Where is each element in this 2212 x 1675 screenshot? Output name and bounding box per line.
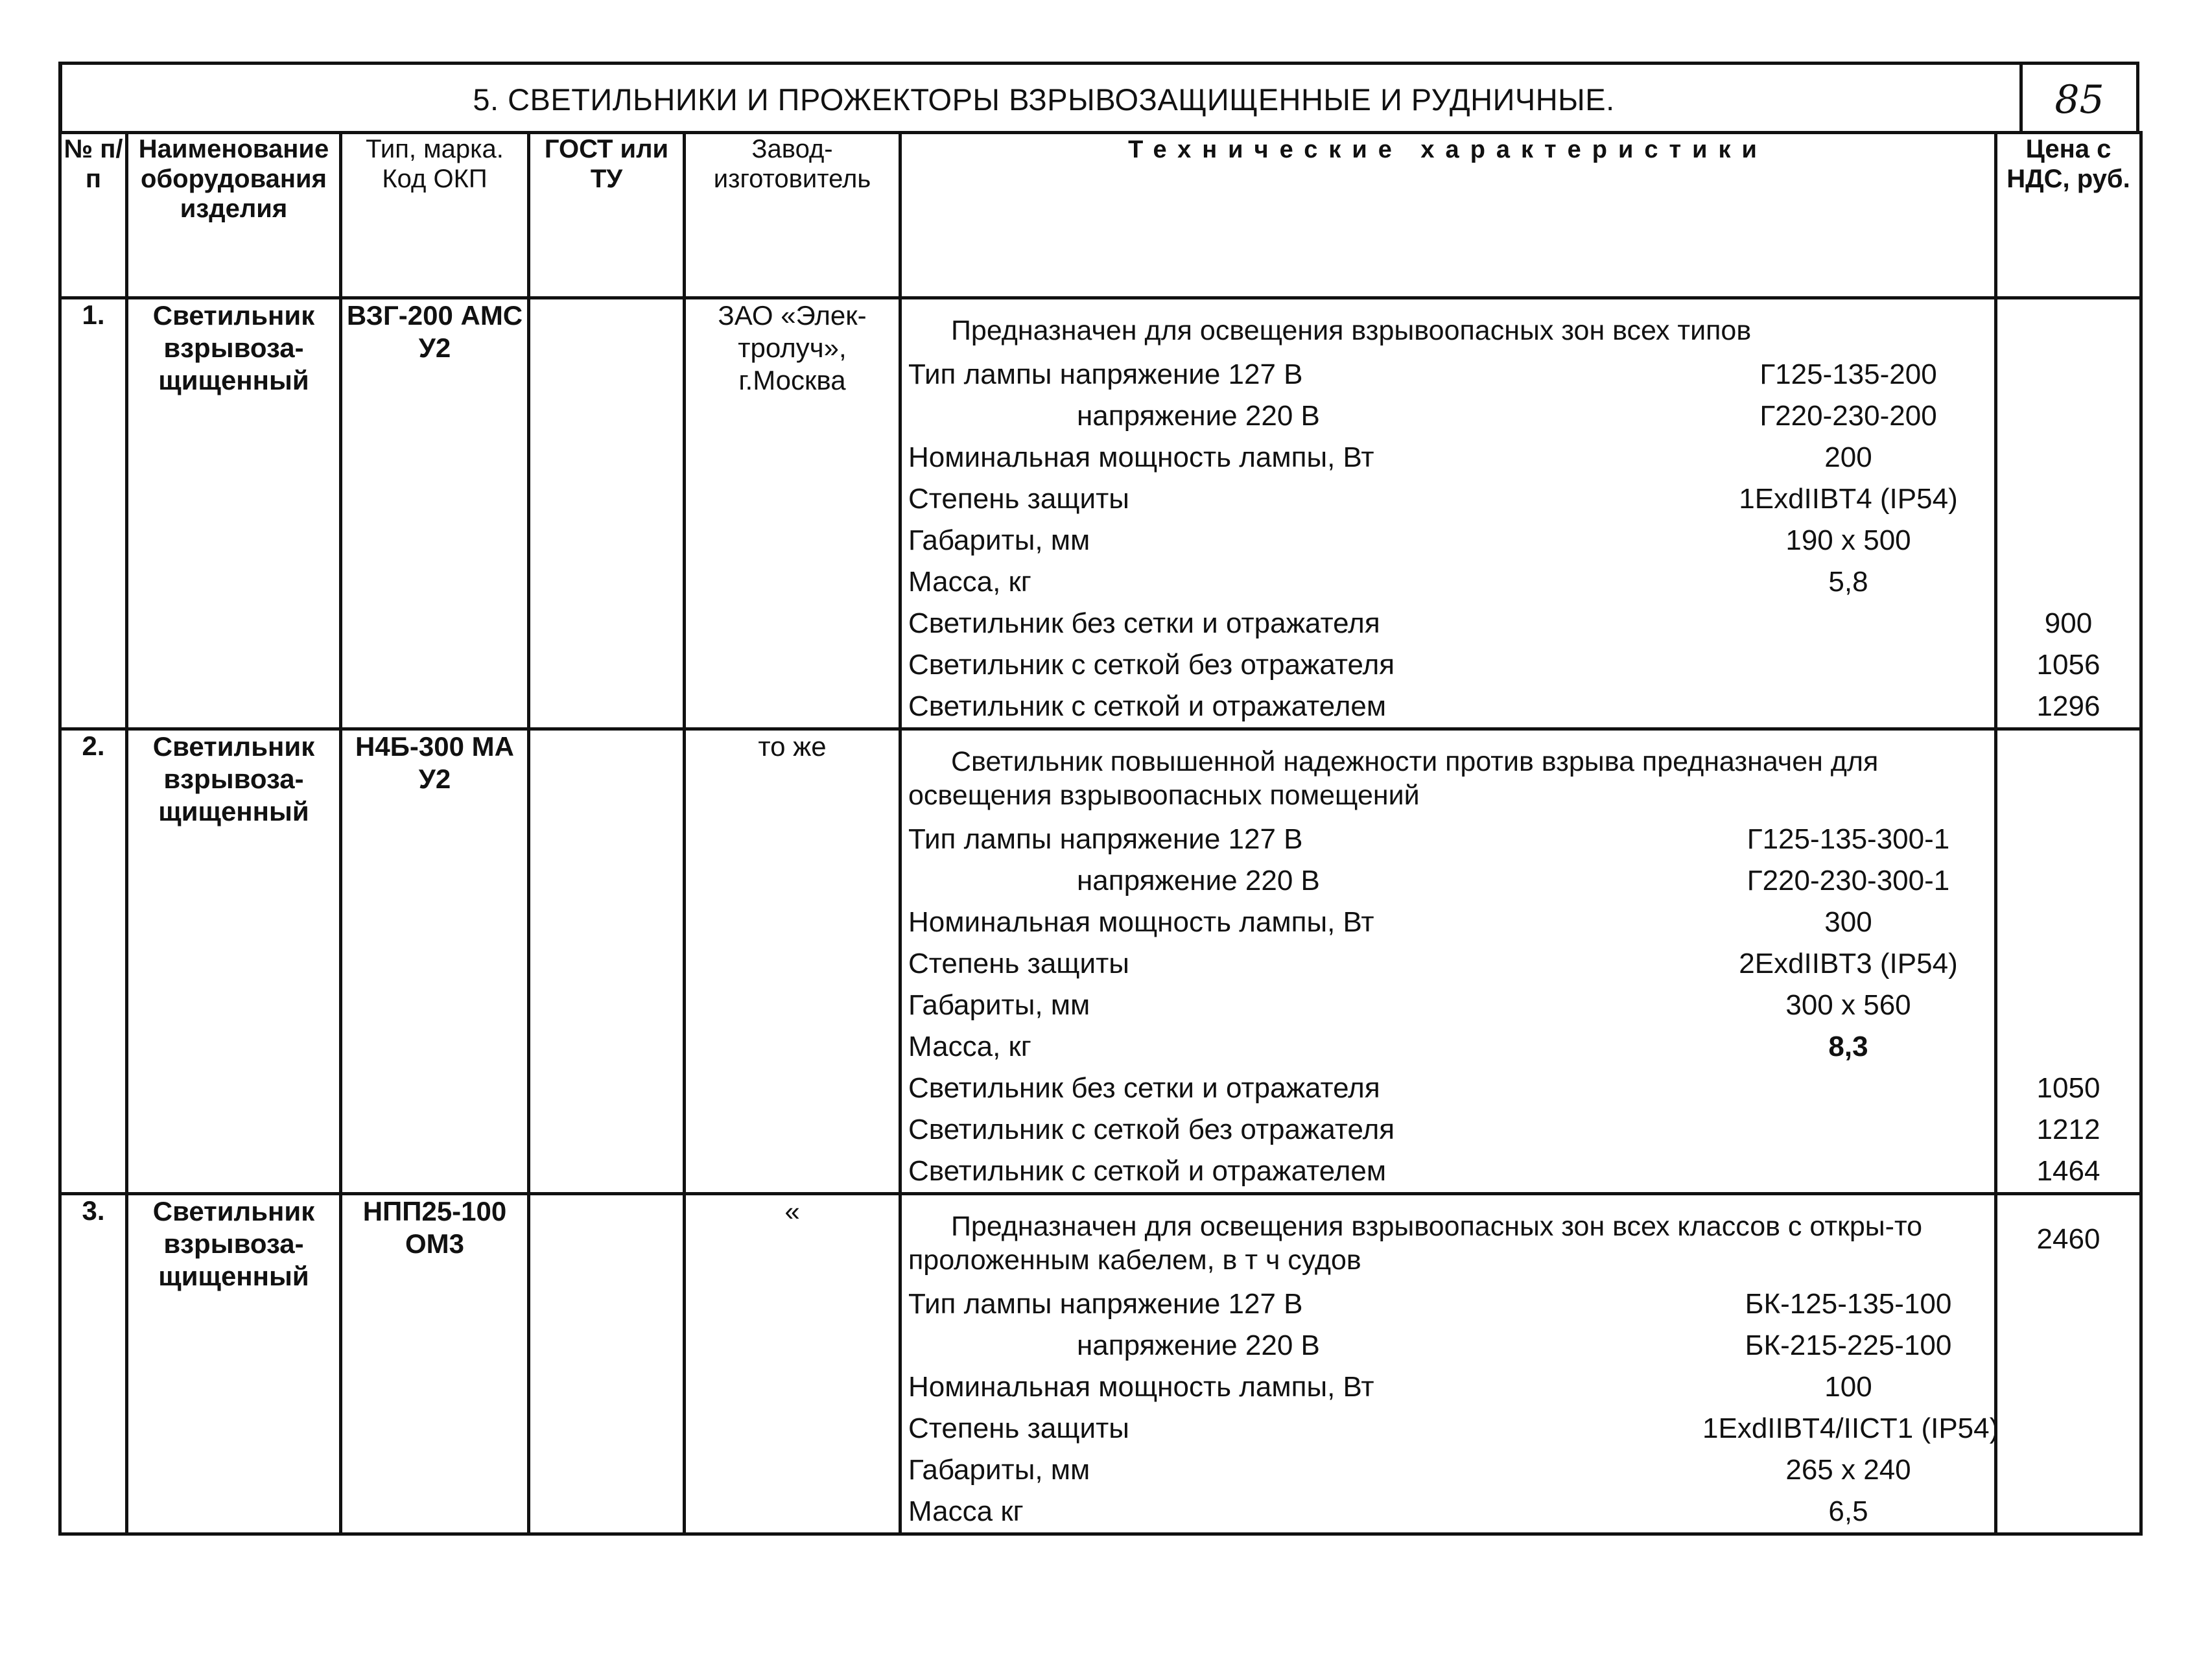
price-value	[1997, 478, 2139, 520]
spec-label: Светильник без сетки и отражателя	[908, 1072, 1380, 1104]
price-value	[1997, 1491, 2139, 1532]
spec-line	[902, 902, 1994, 943]
spec-line	[902, 860, 1994, 902]
spec-line	[902, 644, 1994, 686]
spec-value: Г220-230-300-1	[1747, 865, 1950, 896]
price-value	[1997, 437, 2139, 478]
spec-line	[902, 1283, 1994, 1325]
spec-label: Тип лампы напряжение 127 В	[908, 1288, 1303, 1320]
price-value	[1997, 1449, 2139, 1491]
equipment-type: Н4Б-300 МА У2	[341, 729, 529, 1194]
manufacturer: то же	[685, 729, 900, 1194]
spec-value: 1ExdIIBT4/IICT1 (IP54)	[1702, 1412, 1999, 1444]
price-value: 1464	[2036, 1155, 2100, 1187]
spec-value: 300 х 560	[1785, 989, 1911, 1021]
equipment-name: Светильник взрывоза-щищенный	[127, 729, 341, 1194]
title-band	[58, 62, 2139, 134]
spec-value: 190 х 500	[1785, 524, 1911, 556]
spec-line	[902, 1325, 1994, 1366]
spec-label: Масса кг	[908, 1495, 1024, 1527]
spec-label: Масса, кг	[908, 566, 1031, 598]
specs-intro	[902, 299, 1994, 354]
equipment-type: ВЗГ-200 АМС У2	[341, 298, 529, 729]
price-value	[1997, 819, 2139, 860]
spec-value: БК-215-225-100	[1745, 1329, 1952, 1361]
spec-label: Степень защиты	[908, 948, 1129, 979]
manufacturer: «	[685, 1194, 900, 1534]
specs-intro-text: Предназначен для освещения взрывоопасных зон всех классов с откры-то проложенным кабелем, в т ч судов	[908, 1211, 1923, 1276]
price-value	[1997, 561, 2139, 603]
spec-label: напряжение 220 В	[1077, 400, 1320, 432]
spec-line	[902, 686, 1994, 727]
spec-label: Габариты, мм	[908, 524, 1090, 556]
spec-label: Тип лампы напряжение 127 В	[908, 358, 1303, 390]
price-cell	[1996, 298, 2141, 729]
table-row	[60, 1194, 2141, 1534]
price-value	[1997, 985, 2139, 1026]
spec-value: 5,8	[1828, 566, 1868, 598]
spec-value: 200	[1824, 441, 1872, 473]
header-type: Тип, марка. Код ОКП	[341, 133, 529, 298]
spec-label: напряжение 220 В	[1077, 1329, 1320, 1361]
header-row	[60, 133, 2141, 298]
header-price: Цена с НДС, руб.	[1996, 133, 2141, 298]
spec-label: Масса, кг	[908, 1031, 1031, 1062]
price-value	[1997, 860, 2139, 902]
spec-label: Светильник с сеткой и отражателем	[908, 1155, 1387, 1187]
spec-line	[902, 561, 1994, 603]
price-value: 2460	[2036, 1223, 2100, 1255]
specs-cell	[900, 1194, 1999, 1534]
spec-line	[902, 943, 1994, 985]
price-cell	[1996, 729, 2141, 1194]
price-value: 1056	[2036, 649, 2100, 681]
spec-label: Тип лампы напряжение 127 В	[908, 823, 1303, 855]
spec-line	[902, 1408, 1999, 1449]
spec-line	[902, 437, 1994, 478]
price-value	[1997, 1408, 2139, 1449]
spec-line	[902, 520, 1994, 561]
header-specs	[900, 133, 1996, 298]
table-row	[60, 298, 2141, 729]
spec-label: Габариты, мм	[908, 1454, 1090, 1486]
price-value	[1997, 1325, 2139, 1366]
spec-line	[902, 603, 1994, 644]
table-row	[60, 729, 2141, 1194]
manufacturer: ЗАО «Элек-тролуч», г.Москва	[685, 298, 900, 729]
row-number: 3.	[60, 1194, 127, 1534]
equipment-type: НПП25-100 ОМ3	[341, 1194, 529, 1534]
spec-value: Г125-135-200	[1759, 358, 1937, 390]
price-value	[1997, 354, 2139, 395]
equipment-table	[58, 131, 2143, 1536]
header-gost: ГОСТ или ТУ	[529, 133, 685, 298]
spec-line	[902, 985, 1994, 1026]
specs-intro-text: Предназначен для освещения взрывоопасных зон всех типов	[951, 315, 1752, 346]
spec-label: Светильник без сетки и отражателя	[908, 607, 1380, 639]
spec-line	[902, 478, 1994, 520]
spec-value: Г220-230-200	[1759, 400, 1937, 432]
price-value	[1997, 902, 2139, 943]
price-value: 1296	[2036, 690, 2100, 722]
spec-line	[902, 1109, 1994, 1151]
spec-label: напряжение 220 В	[1077, 865, 1320, 896]
spec-line	[902, 1026, 1994, 1068]
spec-line	[902, 395, 1994, 437]
spec-line	[902, 354, 1994, 395]
equipment-name: Светильник взрывоза-щищенный	[127, 298, 341, 729]
price-value	[1997, 299, 2139, 354]
spec-label: Светильник с сеткой и отражателем	[908, 690, 1387, 722]
price-value	[1997, 943, 2139, 985]
price-cell	[1996, 1194, 2141, 1534]
spec-line	[902, 1068, 1994, 1109]
specs-intro	[902, 1195, 1994, 1283]
spec-value: Г125-135-300-1	[1747, 823, 1950, 855]
spec-label: Светильник с сеткой без отражателя	[908, 1114, 1395, 1145]
price-value	[1997, 520, 2139, 561]
spec-label: Светильник с сеткой без отражателя	[908, 649, 1395, 681]
page-number: 85	[2019, 65, 2136, 134]
spec-label: Степень защиты	[908, 1412, 1129, 1444]
spec-label: Степень защиты	[908, 483, 1129, 515]
spec-label: Номинальная мощность лампы, Вт	[908, 906, 1374, 938]
header-name: Наименование оборудования изделия	[127, 133, 341, 298]
spec-label: Габариты, мм	[908, 989, 1090, 1021]
spec-value: 8,3	[1828, 1031, 1868, 1062]
gost-cell	[529, 298, 685, 729]
header-specs-label: Технические характеристики	[1128, 136, 1768, 163]
header-num: № п/п	[60, 133, 127, 298]
specs-cell	[900, 298, 1996, 729]
price-value	[1997, 395, 2139, 437]
spec-label: Номинальная мощность лампы, Вт	[908, 1371, 1374, 1403]
spec-line	[902, 819, 1994, 860]
spec-value: БК-125-135-100	[1745, 1288, 1952, 1320]
spec-value: 2ExdIIBT3 (IP54)	[1739, 948, 1958, 979]
spec-line	[902, 1449, 1994, 1491]
header-maker: Завод-изготовитель	[685, 133, 900, 298]
row-number: 1.	[60, 298, 127, 729]
spec-value: 265 х 240	[1785, 1454, 1911, 1486]
equipment-name: Светильник взрывоза-щищенный	[127, 1194, 341, 1534]
gost-cell	[529, 729, 685, 1194]
spec-value: 100	[1824, 1371, 1872, 1403]
price-value	[1997, 1283, 2139, 1325]
price-value: 1050	[2036, 1072, 2100, 1104]
spec-label: Номинальная мощность лампы, Вт	[908, 441, 1374, 473]
section-title: 5. СВЕТИЛЬНИКИ И ПРОЖЕКТОРЫ ВЗРЫВОЗАЩИЩЕННЫЕ И РУДНИЧНЫЕ.	[473, 82, 1615, 117]
price-value: 900	[2044, 607, 2093, 639]
spec-value: 1ExdIIBT4 (IP54)	[1739, 483, 1958, 515]
specs-intro-text: Светильник повышенной надежности против взрыва предназначен для освещения взрывоопасных помещений	[908, 746, 1879, 811]
price-value	[1997, 1026, 2139, 1068]
spec-value: 6,5	[1828, 1495, 1868, 1527]
specs-intro	[902, 731, 1994, 819]
spec-line	[902, 1491, 1994, 1532]
spec-line	[902, 1366, 1994, 1408]
row-number: 2.	[60, 729, 127, 1194]
specs-cell	[900, 729, 1996, 1194]
spec-value: 300	[1824, 906, 1872, 938]
spec-line	[902, 1151, 1994, 1192]
price-value: 1212	[2036, 1114, 2100, 1145]
price-value	[1997, 1366, 2139, 1408]
gost-cell	[529, 1194, 685, 1534]
price-value	[1997, 731, 2139, 819]
